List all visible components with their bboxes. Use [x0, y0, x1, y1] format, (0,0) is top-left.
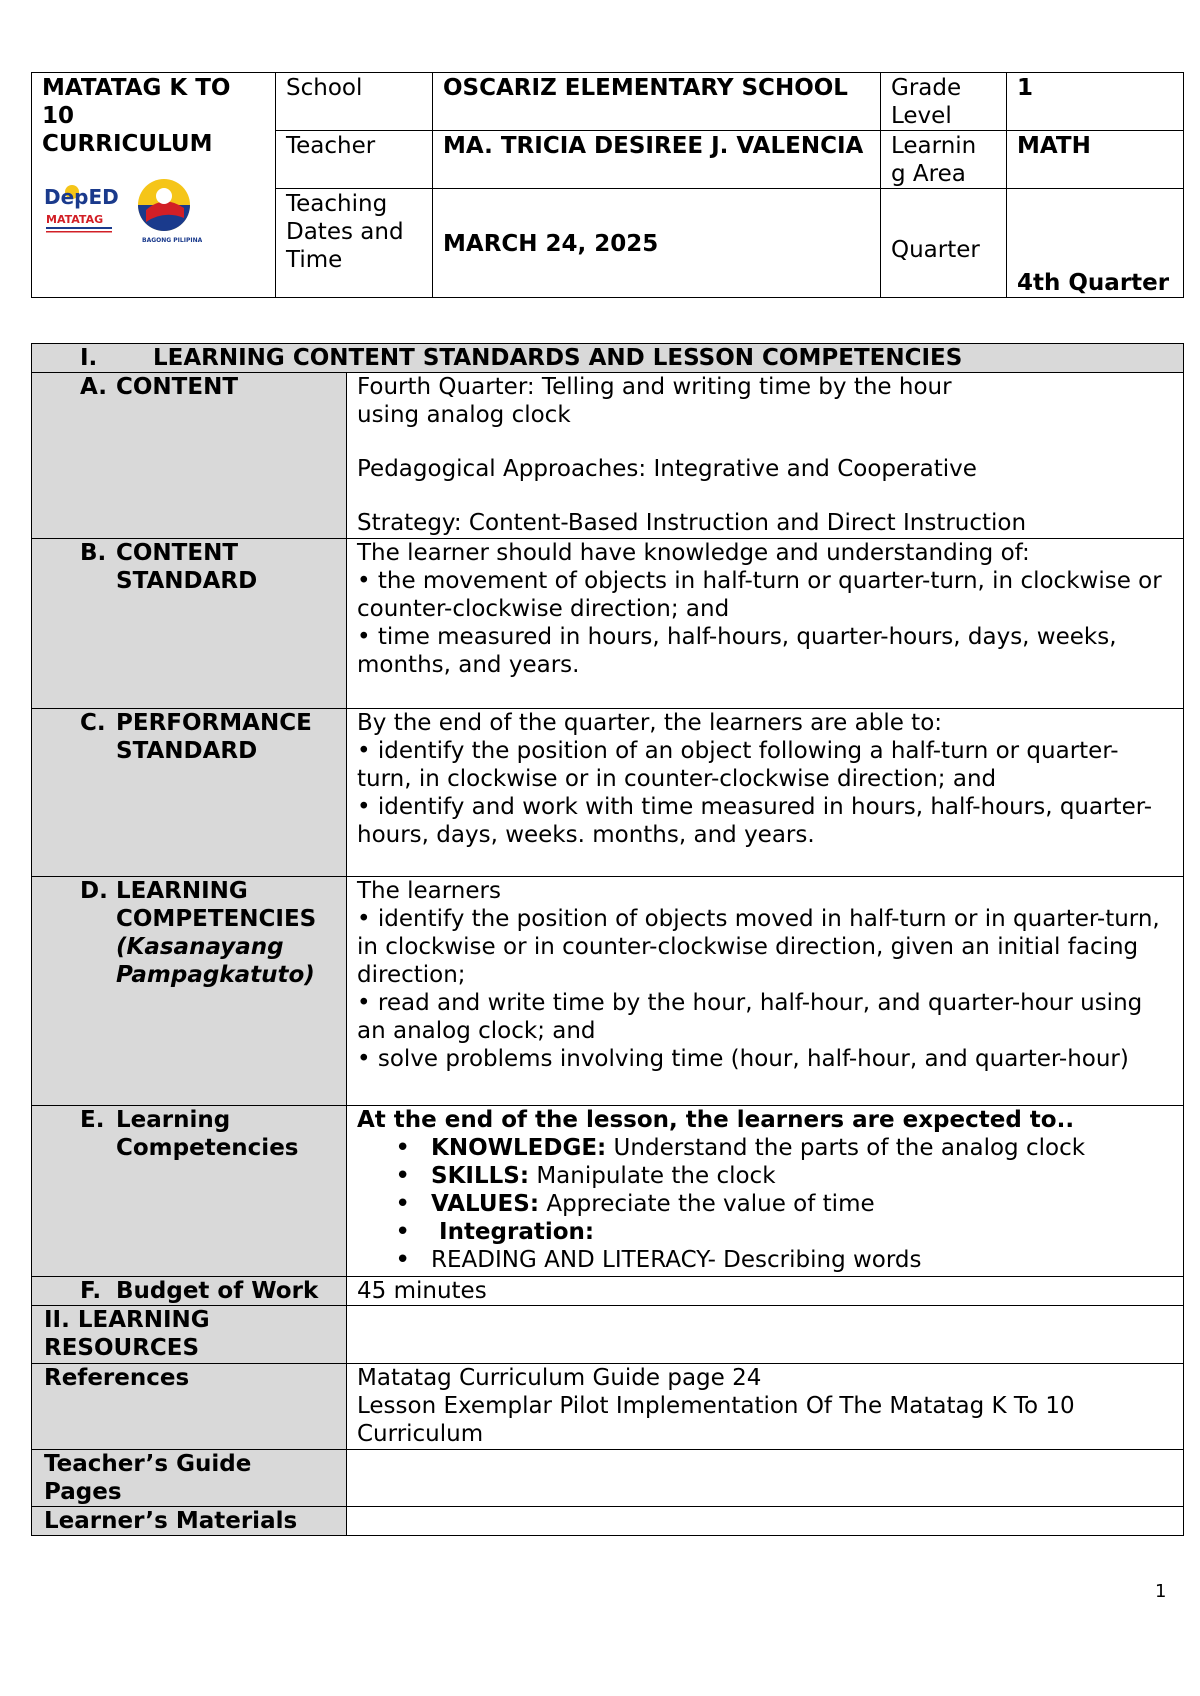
grade-level-value: 1 [1007, 73, 1184, 131]
deped-logo-text: DepED [44, 185, 119, 209]
content-label: A. CONTENT [32, 373, 347, 539]
matatag-logo-text: MATATAG [46, 213, 104, 226]
learners-materials-label: Learner’s Materials [32, 1507, 347, 1536]
references-value: Matatag Curriculum Guide page 24 Lesson Exemplar Pilot Implementation Of The Matatag K To 10 Curriculum [347, 1364, 1184, 1450]
references-label: References [32, 1364, 347, 1450]
school-value: OSCARIZ ELEMENTARY SCHOOL [433, 73, 881, 131]
objective-reading: • READING AND LITERACY- Describing words [357, 1246, 1173, 1274]
budget-value: 45 minutes [347, 1277, 1184, 1306]
content-standard-label: B. CONTENT STANDARD [32, 539, 347, 709]
bagong-pilipinas-logo-icon [138, 179, 202, 244]
objective-knowledge: • KNOWLEDGE: Understand the parts of the analog clock [357, 1134, 1173, 1162]
objective-values: • VALUES: Appreciate the value of time [357, 1190, 1173, 1218]
deped-logo-icon [42, 170, 202, 250]
grade-level-label: Grade Level [881, 73, 1007, 131]
section-1-title: I. LEARNING CONTENT STANDARDS AND LESSON COMPETENCIES [32, 344, 1184, 373]
teacher-value: MA. TRICIA DESIREE J. VALENCIA [433, 131, 881, 189]
content-value: Fourth Quarter: Telling and writing time by the hour using analog clock Pedagogical Approaches: Integrative and Cooperative Strategy: Content-Based Instruction and Direct Instruction [347, 373, 1184, 539]
performance-standard-value: By the end of the quarter, the learners are able to: • identify the position of an object following a half-turn or quarter-turn, in clockwise or in counter-clockwise direction; and • identify and work with time measured in hours, half-hours, quarter-hours, days, weeks. months, and years. [347, 709, 1184, 877]
performance-standard-label: C. PERFORMANCE STANDARD [32, 709, 347, 877]
page-number: 1 [1155, 1581, 1167, 1602]
curriculum-cell [32, 73, 276, 298]
quarter-label: Quarter [881, 189, 1007, 298]
learning-resources-value [347, 1306, 1184, 1364]
learning-resources-label: II. LEARNING RESOURCES [32, 1306, 347, 1364]
learning-area-value: MATH [1007, 131, 1184, 189]
objective-integration: • Integration: [357, 1218, 1173, 1246]
teachers-guide-label: Teacher’s Guide Pages [32, 1450, 347, 1507]
objective-skills: • SKILLS: Manipulate the clock [357, 1162, 1173, 1190]
learning-competencies-label: D. LEARNING COMPETENCIES (Kasanayang Pampagkatuto) [32, 877, 347, 1106]
header-info-table [31, 72, 1184, 298]
learning-competencies-value: The learners • identify the position of objects moved in half-turn or in quarter-turn, in clockwise or in counter-clockwise direction, given an initial facing direction; • read and write time by the hour, half-hour, and quarter-hour using an analog clock; and • solve problems involving time (hour, half-hour, and quarter-hour) [347, 877, 1184, 1106]
quarter-value: 4th Quarter [1007, 189, 1184, 298]
learners-materials-value [347, 1507, 1184, 1536]
teaching-dates-label: Teaching Dates and Time [276, 189, 433, 298]
logos [42, 170, 265, 250]
lesson-plan-table [31, 343, 1184, 1536]
learning-area-label: Learnin g Area [881, 131, 1007, 189]
objectives-list [357, 1134, 1173, 1274]
content-standard-value: The learner should have knowledge and understanding of: • the movement of objects in half-turn or quarter-turn, in clockwise or counter-clockwise direction; and • time measured in hours, half-hours, quarter-hours, days, weeks, months, and years. [347, 539, 1184, 709]
teaching-dates-value: MARCH 24, 2025 [433, 189, 881, 298]
curriculum-title: MATATAG K TO 10 CURRICULUM [42, 75, 231, 157]
objectives-label: E. Learning Competencies [32, 1106, 347, 1277]
school-label: School [276, 73, 433, 131]
objectives-value: At the end of the lesson, the learners are expected to.. • KNOWLEDGE: Understand the parts of the analog clock • SKILLS: Manipulate the clock • VALUES: Appreciate the value of time • Integration: • READING AND LITERACY- Describing words [347, 1106, 1184, 1277]
teachers-guide-value [347, 1450, 1184, 1507]
budget-label: F. Budget of Work [32, 1277, 347, 1306]
teacher-label: Teacher [276, 131, 433, 189]
bagong-pilipinas-text: BAGONG PILIPINAS [142, 237, 202, 244]
